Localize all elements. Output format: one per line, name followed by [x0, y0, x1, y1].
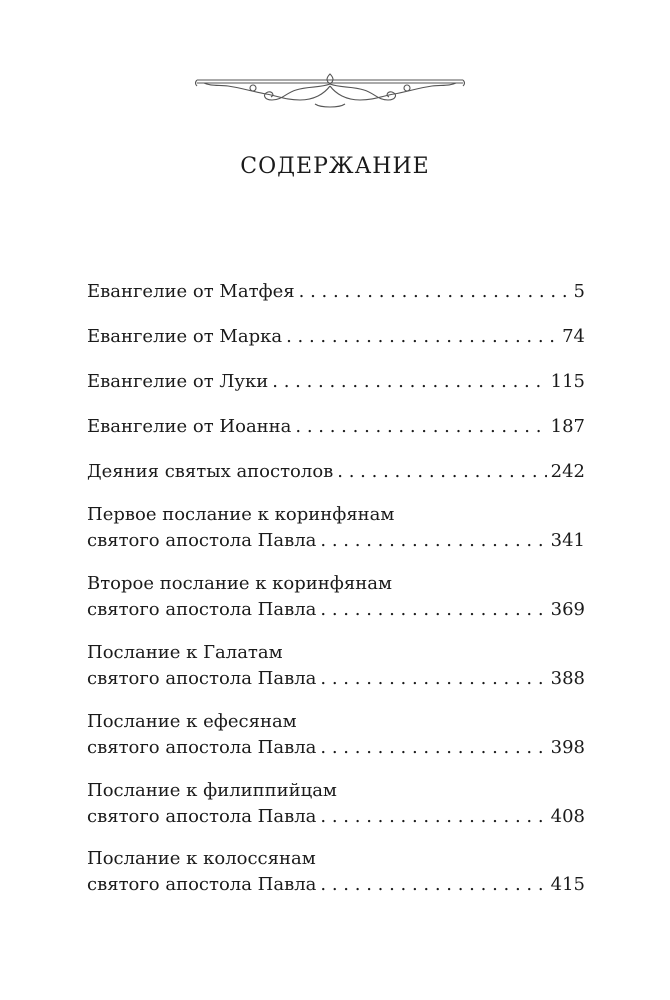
toc-entry-title: святого апостола Павла — [87, 599, 317, 620]
dot-leader — [320, 804, 546, 830]
dot-leader — [295, 414, 546, 440]
toc-entry-title: святого апостола Павла — [87, 874, 317, 895]
toc-entry-heading: Послание к колоссянам — [87, 848, 316, 869]
toc-entry-page: 388 — [550, 668, 585, 689]
dot-leader — [320, 597, 546, 623]
toc-entry — [87, 324, 585, 350]
toc-entry — [87, 502, 585, 554]
toc-entry — [87, 414, 585, 440]
toc-entry-heading: Второе послание к коринфянам — [87, 573, 392, 594]
dot-leader — [286, 324, 558, 350]
toc-entry-title: Евангелие от Матфея — [87, 281, 295, 302]
toc-entry — [87, 846, 585, 898]
dot-leader — [320, 735, 546, 761]
toc-entry-heading: Послание к ефесянам — [87, 711, 297, 732]
toc-entry-title: святого апостола Павла — [87, 806, 317, 827]
dot-leader — [272, 369, 546, 395]
toc-entry-page: 369 — [550, 599, 585, 620]
toc-entry-title: святого апостола Павла — [87, 668, 317, 689]
toc-entry-heading: Послание к Галатам — [87, 642, 283, 663]
toc-entry-page: 398 — [550, 737, 585, 758]
toc-entry-page: 5 — [573, 281, 585, 302]
toc-entry-page: 341 — [550, 530, 585, 551]
toc-entry — [87, 778, 585, 830]
toc-entry-title: Евангелие от Луки — [87, 371, 269, 392]
toc-entry-heading: Послание к филиппийцам — [87, 780, 337, 801]
toc-entry-title: Евангелие от Иоанна — [87, 416, 292, 437]
dot-leader — [320, 666, 546, 692]
toc-entry-title: Деяния святых апостолов — [87, 461, 334, 482]
toc-entry-heading: Первое послание к коринфянам — [87, 504, 395, 525]
toc-entry-page: 187 — [550, 416, 585, 437]
dot-leader — [299, 279, 570, 305]
toc-entry-title: святого апостола Павла — [87, 737, 317, 758]
decorative-ornament-icon — [195, 70, 465, 112]
toc-entry-page: 115 — [550, 371, 585, 392]
dot-leader — [320, 872, 546, 898]
dot-leader — [337, 459, 546, 485]
toc-entry — [87, 571, 585, 623]
toc-entry — [87, 369, 585, 395]
toc-entry — [87, 709, 585, 761]
toc-entry-page: 415 — [550, 874, 585, 895]
toc-entry — [87, 459, 585, 485]
toc-entry-title: Евангелие от Марка — [87, 326, 283, 347]
dot-leader — [320, 528, 546, 554]
toc-entry — [87, 279, 585, 305]
toc-entry — [87, 640, 585, 692]
toc-entry-page: 74 — [562, 326, 585, 347]
page-title: СОДЕРЖАНИЕ — [240, 154, 430, 179]
toc-entry-title: святого апостола Павла — [87, 530, 317, 551]
toc-entry-page: 242 — [550, 461, 585, 482]
toc-entry-page: 408 — [550, 806, 585, 827]
